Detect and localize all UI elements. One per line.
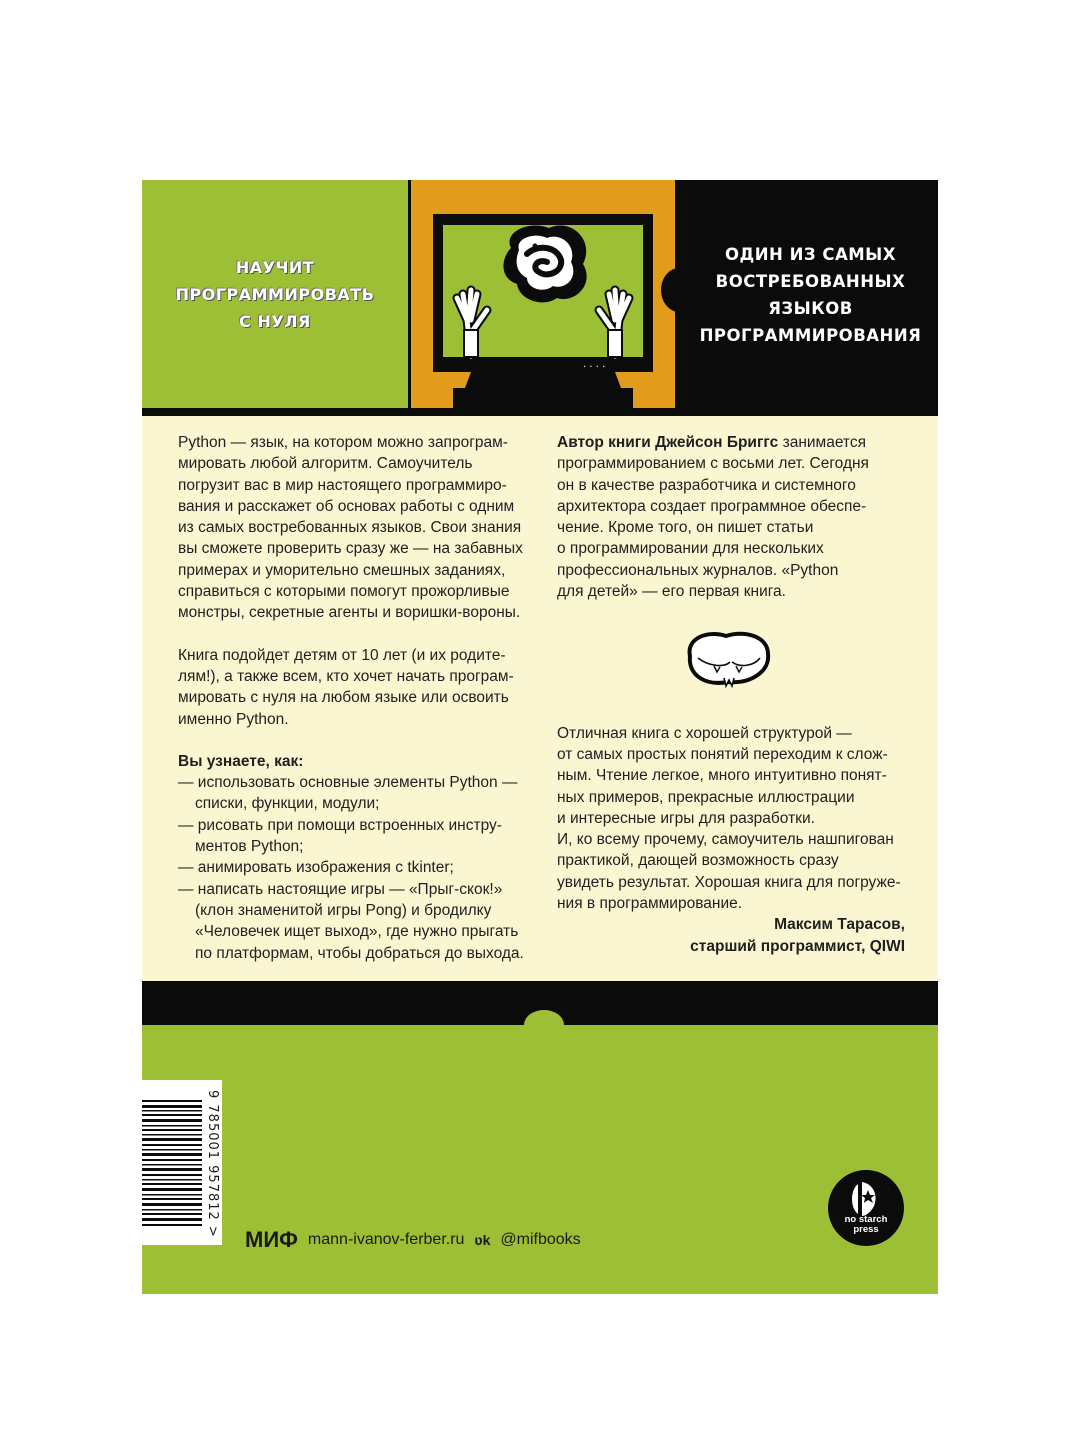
learn-list-item: — анимировать изображения с tkinter;: [178, 859, 454, 877]
banner-right-text: ОДИН ИЗ САМЫХ ВОСТРЕБОВАННЫХ ЯЗЫКОВ ПРОГРАММИРОВАНИЯ: [699, 245, 922, 345]
monitor-illustration: [411, 180, 675, 408]
publisher-logo: МИФ: [245, 1227, 298, 1252]
banner-illustration-panel: [411, 180, 675, 408]
reviewer-signature: Максим Тарасов, старший программист, QIWI: [690, 916, 905, 955]
banner-right-panel: [677, 180, 938, 408]
isbn-barcode: [142, 1080, 222, 1245]
publisher-website[interactable]: mann-ivanov-ferber.ru: [307, 1231, 465, 1248]
no-starch-press-logo: [828, 1170, 904, 1246]
right-column: [557, 432, 909, 957]
vk-icon: ʋk: [474, 1232, 491, 1248]
author-paragraph: [557, 432, 909, 602]
divider-bump: [524, 1010, 564, 1040]
social-handle[interactable]: @mifbooks: [500, 1231, 581, 1248]
description-panel: [142, 416, 938, 981]
monitor-dots: · · · ·: [583, 362, 606, 373]
banner-left-panel: [142, 180, 408, 408]
learn-list-item: — использовать основные элементы Python — списки, функции, модули;: [178, 774, 518, 813]
learn-heading: Вы узнаете, как:: [178, 752, 304, 770]
no-starch-label: no starch press: [844, 1214, 888, 1235]
intro-paragraph: Python — язык, на котором можно запрограм- мировать любой алгоритм. Самоучитель погрузит вас в мир настоящего программиро- вания и расскажет об основах работы с одним из самых востребованных языков. Свои знания вы сможете проверить сразу же — на забавных примерах и уморительно смешных заданиях, справиться с которыми помогут прожорливые монстры, секретные агенты и воришки-вороны.: [178, 434, 523, 622]
left-column: [178, 432, 538, 964]
author-description: занимается программированием с восьми лет. Сегодня он в качестве разработчика и системного архитектора создает программное обеспе- чение. Кроме того, он пишет статьи о программировании для нескольких профессиональных журналов. «Python для детей» — его первая книга.: [557, 434, 869, 601]
publisher-info: [245, 1227, 581, 1253]
author-name: Автор книги Джейсон Бриггс: [557, 434, 779, 451]
learn-list-item: — рисовать при помощи встроенных инстру- ментов Python;: [178, 816, 502, 856]
review-paragraph: Отличная книга с хорошей структурой — от самых простых понятий переходим к слож- ным. Чтение легкое, много интуитивно понят- ных примеров, прекрасные иллюстрации и интересные игры для разработки. И, ко всему прочему, самоучитель нашпигован практикой, дающей возможность сразу увидеть результат. Хорошая книга для погруже- ния в программирование.: [557, 724, 901, 913]
audience-paragraph: Книга подойдет детям от 10 лет (и их родите- лям!), а также всем, кто хочет начать програм- мировать с нуля на любом языке или освоить именно Python.: [178, 646, 514, 728]
banner-left-text: НАУЧИТ ПРОГРАММИРОВАТЬ С НУЛЯ: [175, 257, 375, 331]
learn-list: [178, 772, 538, 964]
book-back-cover: [142, 180, 938, 1294]
learn-list-item: — написать настоящие игры — «Прыг-скок!» (клон знаменитой игры Pong) и бродилку «Человечек ищет выход», где нужно прыгать по платформам, чтобы добраться до выхода.: [178, 880, 524, 962]
top-banner: [142, 180, 938, 416]
isbn-number: 9 785001 957812 >: [205, 1090, 220, 1238]
python-head-icon: [557, 624, 909, 690]
